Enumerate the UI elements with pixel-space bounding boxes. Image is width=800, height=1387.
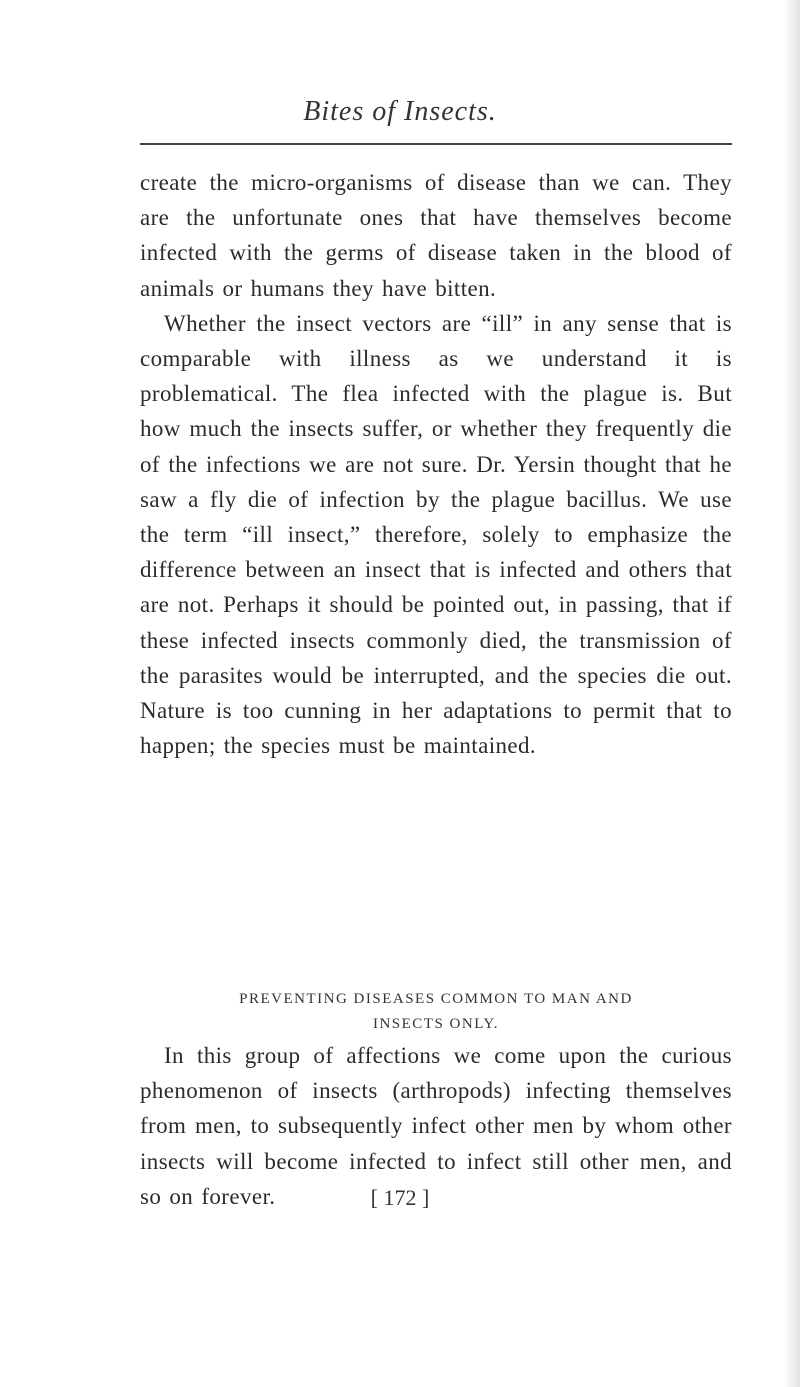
paragraph-insect-vectors: Whether the insect vectors are “ill” in any sense that is comparable with illness as we understand it is problematical. The flea infected with the plague is. But how much the insects suffer, or whether they frequently die of the infections we are not sure. Dr. Yersin thought that he saw a fly die of infection by the plague bacillus. We use the term “ill insect,” therefore, solely to emphasize the difference between an insect that is infected and others that are not. Perhaps it should be pointed out, in passing, that if these infected insects commonly died, the transmission of the parasites would be interrupted, and the species die out. Nature is too cunning in her adaptations to permit that to happen; the species must be maintained. <box>140 310 732 759</box>
section-heading <box>140 987 732 1037</box>
paragraph-continuation: create the micro-organisms of disease than we can. They are the unfortunate ones that have themselves become infected with the germs of disease taken in the blood of animals or humans they have bitten. <box>140 170 732 301</box>
page-edge-shadow <box>784 0 800 1387</box>
section-heading-line-2: INSECTS ONLY. <box>372 1016 500 1032</box>
page-number: [ 172 ] <box>370 1185 430 1210</box>
main-text <box>140 165 732 763</box>
paragraph-section-intro: In this group of affections we come upon the curious phenomenon of insects (arthropods) infecting themselves from men, to subsequently infect other men by whom other insects will become infected to infect still other men, and so on forever. <box>140 1043 732 1209</box>
header-rule <box>140 143 732 145</box>
running-title: Bites of Insects. <box>303 96 497 127</box>
section-heading-line-1: PREVENTING DISEASES COMMON TO MAN AND <box>239 991 633 1007</box>
